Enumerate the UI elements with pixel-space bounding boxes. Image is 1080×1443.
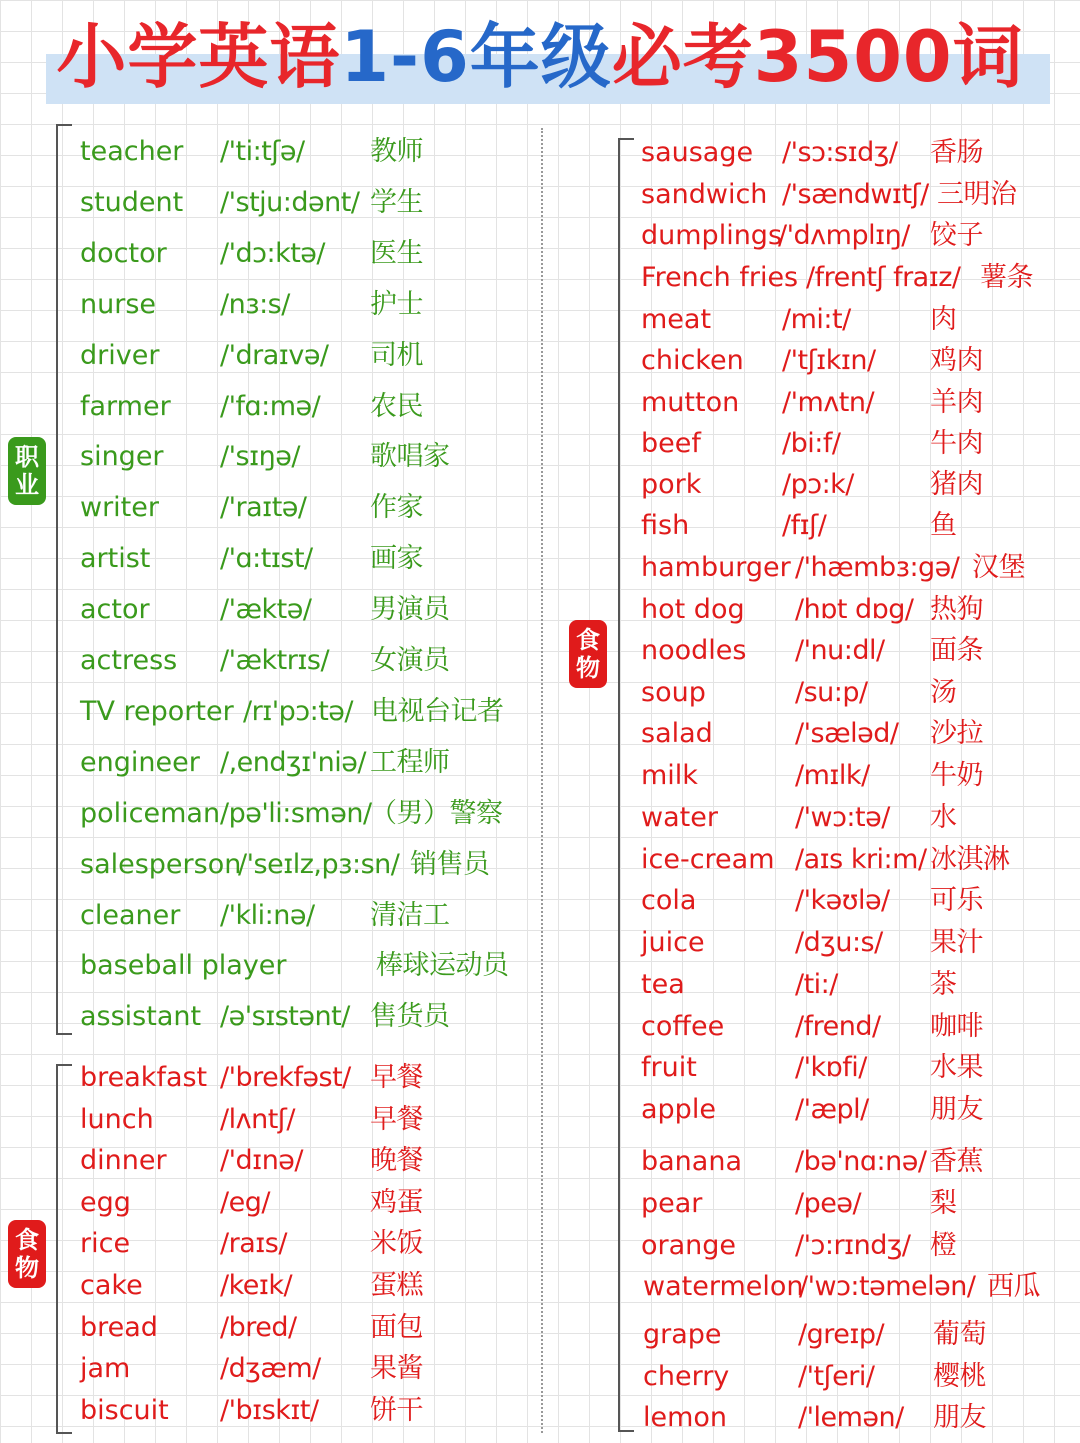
word-english: jam: [80, 1353, 131, 1385]
word-row: [80, 1181, 530, 1225]
word-row: [80, 894, 530, 938]
word-english: student: [80, 186, 184, 218]
title-part-c: 必考3500词: [611, 16, 1024, 98]
word-phonetic: /pə'li:smən/: [220, 797, 372, 829]
word-chinese: 猪肉: [930, 469, 983, 500]
word-row: [80, 1264, 530, 1308]
word-chinese: 歌唱家: [370, 441, 450, 473]
word-english: hamburger: [641, 552, 791, 583]
word-row: [641, 1355, 1061, 1399]
word-phonetic: /'æpl/: [795, 1094, 869, 1125]
word-phonetic: /dʒu:s/: [795, 927, 883, 958]
word-chinese: 蛋糕: [370, 1270, 423, 1301]
title-part-b: 1-6年级: [340, 16, 612, 98]
word-row: [641, 588, 1061, 632]
word-english: beef: [641, 428, 701, 459]
word-row: [80, 1347, 530, 1391]
word-phonetic: /'hæmbɜ:gə/: [795, 552, 960, 583]
word-english: breakfast: [80, 1062, 208, 1093]
word-english: pork: [641, 469, 702, 500]
word-chinese: 医生: [370, 237, 423, 269]
word-chinese: 沙拉: [930, 718, 983, 749]
word-row: [641, 879, 1061, 923]
food-left-bracket: [56, 1064, 72, 1434]
word-english: noodles: [641, 635, 747, 666]
word-phonetic: /mi:t/: [782, 304, 851, 335]
word-chinese: 女演员: [370, 645, 450, 676]
word-phonetic: /nɜ:s/: [220, 288, 290, 320]
word-row: [80, 385, 530, 429]
word-phonetic: /'fɑ:mə/: [220, 390, 321, 422]
word-english: writer: [80, 492, 159, 524]
word-chinese: 面条: [930, 635, 983, 666]
word-chinese: 汉堡: [972, 552, 1025, 583]
word-english: tea: [641, 969, 685, 1000]
word-chinese: 牛奶: [930, 760, 983, 791]
word-english: lunch: [80, 1103, 154, 1135]
word-chinese: 羊肉: [930, 387, 983, 418]
word-row: [80, 1306, 530, 1350]
word-row: [80, 1222, 530, 1266]
word-english: water: [641, 802, 718, 833]
word-chinese: 饺子: [930, 220, 983, 251]
word-phonetic: /'dʌmplɪŋ/: [778, 220, 910, 251]
word-english: ice-cream: [641, 844, 775, 875]
word-phonetic: /lʌntʃ/: [220, 1103, 295, 1135]
word-chinese: 晚餐: [370, 1145, 423, 1177]
word-chinese: 薯条: [980, 262, 1033, 293]
word-english: mutton: [641, 387, 740, 418]
word-english: chicken: [641, 345, 744, 376]
word-english: watermelon: [643, 1271, 804, 1302]
word-chinese: 肉: [930, 304, 957, 335]
word-phonetic: /'kəʊlə/: [795, 885, 890, 916]
word-row: [641, 921, 1061, 965]
word-phonetic: /ti:/: [795, 969, 838, 1000]
word-row: [641, 298, 1061, 342]
word-row: [80, 537, 530, 581]
word-phonetic: /'ɔ:rɪndʒ/: [795, 1230, 911, 1261]
word-phonetic: /greɪp/: [798, 1319, 885, 1350]
word-row: [641, 963, 1061, 1007]
word-english: biscuit: [80, 1394, 169, 1426]
word-english: assistant: [80, 1001, 202, 1033]
word-phonetic: /su:p/: [795, 677, 868, 708]
word-phonetic: /frend/: [795, 1011, 881, 1042]
word-english: actress: [80, 645, 178, 676]
word-phonetic: /'dɪnə/: [220, 1145, 304, 1177]
word-chinese: 米饭: [370, 1228, 423, 1260]
word-chinese: 鱼: [930, 510, 957, 541]
word-row: [80, 130, 530, 174]
word-phonetic: /'wɔ:təmelən/: [799, 1271, 976, 1302]
word-chinese: 水果: [930, 1052, 983, 1083]
word-english: teacher: [80, 136, 184, 167]
word-row: [641, 173, 1061, 217]
word-english: farmer: [80, 390, 171, 422]
word-chinese: 热狗: [930, 594, 983, 625]
word-row: [80, 1389, 530, 1433]
word-english: TV reporter: [80, 695, 234, 727]
word-english: salad: [641, 718, 713, 749]
word-chinese: 冰淇淋: [930, 844, 1010, 875]
word-chinese: 果酱: [370, 1353, 423, 1385]
word-chinese: 面包: [370, 1311, 423, 1343]
word-chinese: 汤: [930, 677, 957, 708]
word-english: policeman: [80, 797, 221, 829]
word-row: [80, 486, 530, 530]
word-phonetic: /frentʃ fraɪz/: [806, 262, 961, 293]
word-chinese: 工程师: [370, 746, 450, 778]
word-row: [641, 1005, 1061, 1049]
word-chinese: 清洁工: [370, 899, 450, 931]
word-row: [80, 334, 530, 378]
word-phonetic: /'kli:nə/: [220, 899, 315, 931]
word-row: [80, 690, 530, 734]
word-chinese: 学生: [370, 186, 423, 218]
word-phonetic: /'ti:tʃə/: [220, 136, 305, 167]
word-phonetic: /'sæləd/: [795, 718, 899, 749]
word-phonetic: /'sændwɪtʃ/: [782, 179, 929, 210]
word-english: driver: [80, 339, 160, 371]
word-chinese: 咖啡: [930, 1011, 983, 1042]
word-phonetic: /'bɪskɪt/: [220, 1394, 319, 1426]
word-phonetic: /'mʌtn/: [782, 387, 875, 418]
word-english: fruit: [641, 1052, 697, 1083]
word-chinese: 香肠: [930, 137, 983, 168]
word-phonetic: /'sɔ:sɪdʒ/: [782, 137, 898, 168]
word-chinese: 电视台记者: [371, 695, 504, 727]
word-row: [80, 1139, 530, 1183]
word-row: [641, 629, 1061, 673]
word-english: egg: [80, 1186, 131, 1218]
word-english: French fries: [641, 262, 799, 293]
word-english: singer: [80, 441, 164, 473]
word-row: [80, 181, 530, 225]
word-phonetic: /bred/: [220, 1311, 297, 1343]
word-english: cola: [641, 885, 697, 916]
word-phonetic: /bə'nɑ:nə/: [795, 1146, 927, 1177]
word-phonetic: /'æktə/: [220, 594, 312, 626]
word-chinese: 香蕉: [930, 1146, 983, 1177]
word-phonetic: /aɪs kri:m/: [795, 844, 927, 875]
word-phonetic: /'kɒfi/: [795, 1052, 867, 1083]
word-chinese: 朋友: [933, 1402, 986, 1433]
word-chinese: 农民: [370, 390, 423, 422]
word-english: grape: [643, 1319, 722, 1350]
word-phonetic: /'tʃɪkɪn/: [782, 345, 876, 376]
word-row: [80, 1056, 530, 1100]
word-phonetic: /'tʃeri/: [798, 1361, 875, 1392]
word-row: [641, 546, 1061, 590]
word-phonetic: /'stju:dənt/: [220, 186, 360, 218]
word-english: banana: [641, 1146, 742, 1177]
word-chinese: 三明治: [937, 179, 1017, 210]
word-english: hot dog: [641, 594, 745, 625]
word-row: [641, 1088, 1061, 1132]
word-chinese: 画家: [370, 543, 423, 575]
word-chinese: 销售员: [410, 848, 490, 880]
word-row: [641, 1140, 1061, 1184]
word-row: [641, 256, 1061, 300]
word-chinese: 可乐: [930, 885, 983, 916]
word-english: orange: [641, 1230, 737, 1261]
word-chinese: 西瓜: [987, 1271, 1040, 1302]
word-row: [641, 1265, 1061, 1309]
word-row: [80, 741, 530, 785]
word-english: doctor: [80, 237, 167, 269]
word-phonetic: /pɔ:k/: [782, 469, 854, 500]
word-english: nurse: [80, 288, 157, 320]
word-english: sausage: [641, 137, 754, 168]
word-chinese: 水: [930, 802, 957, 833]
word-english: dumplings: [641, 220, 783, 251]
word-english: salesperson: [80, 848, 242, 880]
word-row: [80, 283, 530, 327]
word-chinese: 护士: [370, 288, 423, 320]
word-chinese: 鸡蛋: [370, 1186, 423, 1218]
page-title: [0, 12, 1080, 102]
word-row: [80, 435, 530, 479]
word-phonetic: /keɪk/: [220, 1270, 293, 1301]
word-english: cherry: [643, 1361, 730, 1392]
word-chinese: 售货员: [370, 1001, 450, 1033]
word-chinese: 樱桃: [933, 1361, 986, 1392]
word-phonetic: /'dɔ:ktə/: [220, 237, 326, 269]
word-english: coffee: [641, 1011, 725, 1042]
word-row: [641, 671, 1061, 715]
word-phonetic: /fɪʃ/: [782, 510, 827, 541]
word-row: [641, 463, 1061, 507]
word-phonetic: /eg/: [220, 1186, 270, 1218]
food-left-tag: 食物: [8, 1220, 46, 1288]
word-row: [641, 754, 1061, 798]
word-chinese: 教师: [370, 136, 423, 167]
word-phonetic: /bi:f/: [782, 428, 841, 459]
word-row: [641, 381, 1061, 425]
food-right-bracket: [618, 138, 634, 1432]
word-chinese: （男）警察: [370, 797, 503, 829]
word-row: [80, 792, 530, 836]
word-english: baseball player: [80, 950, 287, 982]
word-row: [641, 131, 1061, 175]
word-english: pear: [641, 1188, 703, 1219]
word-phonetic: /rɪ'pɔ:tə/: [243, 695, 354, 727]
word-phonetic: /'seɪlz,pɜ:sn/: [238, 848, 400, 880]
word-english: juice: [641, 927, 705, 958]
word-row: [641, 1313, 1061, 1357]
word-chinese: 棒球运动员: [376, 950, 509, 982]
word-row: [641, 339, 1061, 383]
word-chinese: 牛肉: [930, 428, 983, 459]
word-chinese: 朋友: [930, 1094, 983, 1125]
word-english: fish: [641, 510, 690, 541]
word-phonetic: /'brekfəst/: [220, 1062, 351, 1093]
word-chinese: 橙: [930, 1230, 957, 1261]
title-part-a: 小学英语: [56, 16, 341, 98]
word-row: [641, 1396, 1061, 1440]
word-phonetic: /'lemən/: [798, 1402, 904, 1433]
word-phonetic: /,endʒɪ'niə/: [220, 746, 366, 778]
word-phonetic: /'æktrɪs/: [220, 645, 330, 676]
word-phonetic: /ə'sɪstənt/: [220, 1001, 350, 1033]
word-english: actor: [80, 594, 150, 626]
jobs-bracket: [56, 124, 72, 1035]
word-phonetic: /peə/: [795, 1188, 862, 1219]
word-row: [80, 995, 530, 1039]
word-row: [80, 639, 530, 683]
word-english: lemon: [643, 1402, 728, 1433]
word-chinese: 作家: [370, 492, 423, 524]
column-divider: [541, 128, 543, 1433]
word-english: engineer: [80, 746, 200, 778]
word-english: cake: [80, 1270, 143, 1301]
word-row: [80, 843, 530, 887]
word-chinese: 饼干: [370, 1394, 423, 1426]
word-english: bread: [80, 1311, 158, 1343]
word-phonetic: /mɪlk/: [795, 760, 870, 791]
word-row: [641, 838, 1061, 882]
jobs-tag: 职业: [8, 437, 46, 505]
title-area: [0, 0, 1080, 118]
word-chinese: 鸡肉: [930, 345, 983, 376]
word-english: rice: [80, 1228, 131, 1260]
word-row: [641, 422, 1061, 466]
word-row: [641, 1224, 1061, 1268]
word-chinese: 梨: [930, 1188, 957, 1219]
word-english: apple: [641, 1094, 716, 1125]
word-english: sandwich: [641, 179, 768, 210]
word-row: [80, 232, 530, 276]
word-chinese: 果汁: [930, 927, 983, 958]
word-english: soup: [641, 677, 706, 708]
word-row: [80, 944, 530, 988]
food-right-tag: 食物: [569, 620, 607, 688]
word-english: cleaner: [80, 899, 181, 931]
word-phonetic: /hɒt dɒg/: [795, 594, 914, 625]
word-row: [80, 588, 530, 632]
word-row: [641, 712, 1061, 756]
word-chinese: 早餐: [370, 1062, 423, 1093]
word-english: milk: [641, 760, 698, 791]
word-row: [80, 1098, 530, 1142]
word-row: [641, 1046, 1061, 1090]
word-chinese: 茶: [930, 969, 957, 1000]
word-phonetic: /'sɪŋə/: [220, 441, 300, 473]
word-phonetic: /'nu:dl/: [795, 635, 885, 666]
word-chinese: 男演员: [370, 594, 450, 626]
word-english: meat: [641, 304, 712, 335]
word-chinese: 葡萄: [933, 1319, 986, 1350]
word-chinese: 早餐: [370, 1103, 423, 1135]
word-phonetic: /dʒæm/: [220, 1353, 321, 1385]
word-chinese: 司机: [370, 339, 423, 371]
word-phonetic: /raɪs/: [220, 1228, 287, 1260]
word-phonetic: /'draɪvə/: [220, 339, 329, 371]
word-row: [641, 214, 1061, 258]
word-row: [641, 1182, 1061, 1226]
word-phonetic: /'ɑ:tɪst/: [220, 543, 313, 575]
word-row: [641, 796, 1061, 840]
word-phonetic: /'raɪtə/: [220, 492, 307, 524]
word-phonetic: /'wɔ:tə/: [795, 802, 890, 833]
word-english: artist: [80, 543, 151, 575]
word-english: dinner: [80, 1145, 167, 1177]
word-row: [641, 504, 1061, 548]
